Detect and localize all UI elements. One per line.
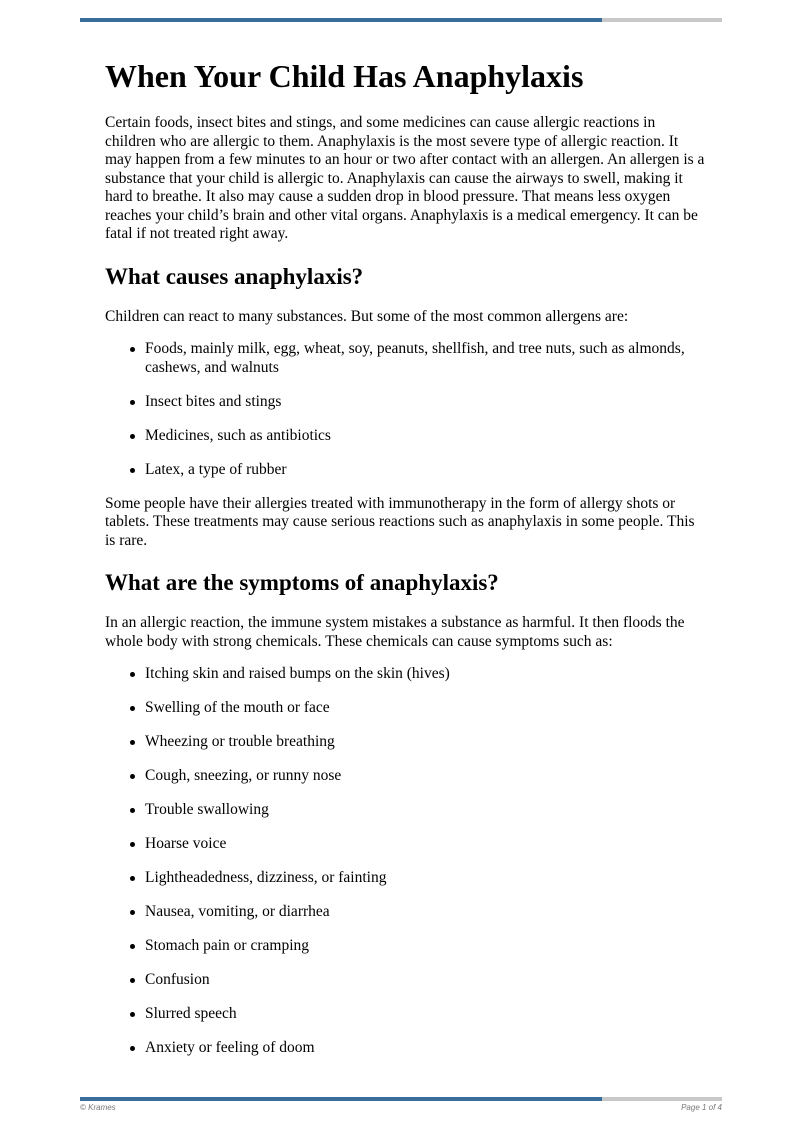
list-item-text: Stomach pain or cramping: [145, 937, 309, 954]
header-rule: [80, 18, 722, 22]
page-title: When Your Child Has Anaphylaxis: [105, 58, 584, 94]
list-item: [145, 869, 705, 888]
list-item-text: Swelling of the mouth or face: [145, 699, 330, 716]
list-item: [145, 937, 705, 956]
list-item: [145, 1039, 705, 1058]
list-item-text: Wheezing or trouble breathing: [145, 733, 335, 750]
bullet-icon: [130, 706, 135, 711]
footer-copyright: © Krames: [80, 1103, 116, 1112]
list-item: [145, 427, 705, 446]
list-item-text: Trouble swallowing: [145, 801, 269, 818]
bullet-icon: [130, 434, 135, 439]
list-item: [145, 801, 705, 820]
list-item: [145, 340, 705, 377]
list-item-text: Cough, sneezing, or runny nose: [145, 767, 342, 784]
bullet-icon: [130, 944, 135, 949]
list-item: [145, 903, 705, 922]
list-item-text: Foods, mainly milk, egg, wheat, soy, peanuts, shellfish, and tree nuts, such as almonds, cashews, and walnuts: [145, 340, 685, 376]
document-body: [105, 56, 705, 1073]
bullet-icon: [130, 978, 135, 983]
bullet-icon: [130, 740, 135, 745]
list-item-text: Anxiety or feeling of doom: [145, 1039, 315, 1056]
symptoms-list: [105, 665, 705, 1058]
causes-list: [105, 340, 705, 479]
list-item-text: Nausea, vomiting, or diarrhea: [145, 903, 330, 920]
header-rule-accent: [80, 18, 602, 22]
list-item: [145, 733, 705, 752]
bullet-icon: [130, 1046, 135, 1051]
bullet-icon: [130, 672, 135, 677]
bullet-icon: [130, 774, 135, 779]
list-item-text: Medicines, such as antibiotics: [145, 426, 331, 444]
bullet-icon: [130, 468, 135, 473]
intro-paragraph: Certain foods, insect bites and stings, and some medicines can cause allergic reactions in children who are allergic to them. Anaphylaxis is the most severe type of allergic reaction. It may happen from a few minutes to an hour or two after contact with an allergen. An allergen is a substance that your child is allergic to. Anaphylaxis can cause the airways to swell, making it hard to breathe. It also may cause a sudden drop in blood pressure. That means less oxygen reaches your child’s brain and other vital organs. Anaphylaxis is a medical emergency. It can be fatal if not treated right away.: [105, 114, 705, 242]
symptoms-lead: In an allergic reaction, the immune system mistakes a substance as harmful. It then floods the whole body with strong chemicals. These chemicals can cause symptoms such as:: [105, 614, 685, 650]
list-item: [145, 767, 705, 786]
list-item-text: Insect bites and stings: [145, 392, 282, 410]
bullet-icon: [130, 808, 135, 813]
list-item-text: Confusion: [145, 971, 210, 988]
footer-rule-accent: [80, 1097, 602, 1101]
causes-note: Some people have their allergies treated with immunotherapy in the form of allergy shots or tablets. These treatments may cause serious reactions such as anaphylaxis in some people. This is rare.: [105, 494, 695, 549]
bullet-icon: [130, 347, 135, 352]
list-item: [145, 393, 705, 412]
list-item-text: Lightheadedness, dizziness, or fainting: [145, 869, 387, 886]
footer-rule: [80, 1097, 722, 1101]
bullet-icon: [130, 400, 135, 405]
bullet-icon: [130, 910, 135, 915]
list-item-text: Itching skin and raised bumps on the skin (hives): [145, 665, 450, 682]
list-item: [145, 971, 705, 990]
bullet-icon: [130, 1012, 135, 1017]
list-item-text: Hoarse voice: [145, 835, 227, 852]
list-item: [145, 835, 705, 854]
list-item-text: Latex, a type of rubber: [145, 460, 287, 478]
footer-page-number: Page 1 of 4: [681, 1103, 722, 1112]
bullet-icon: [130, 876, 135, 881]
symptoms-heading: What are the symptoms of anaphylaxis?: [105, 570, 499, 595]
list-item: [145, 461, 705, 480]
list-item: [145, 1005, 705, 1024]
causes-lead: Children can react to many substances. But some of the most common allergens are:: [105, 307, 629, 325]
bullet-icon: [130, 842, 135, 847]
list-item: [145, 665, 705, 684]
list-item: [145, 699, 705, 718]
causes-heading: What causes anaphylaxis?: [105, 263, 364, 289]
list-item-text: Slurred speech: [145, 1005, 237, 1022]
